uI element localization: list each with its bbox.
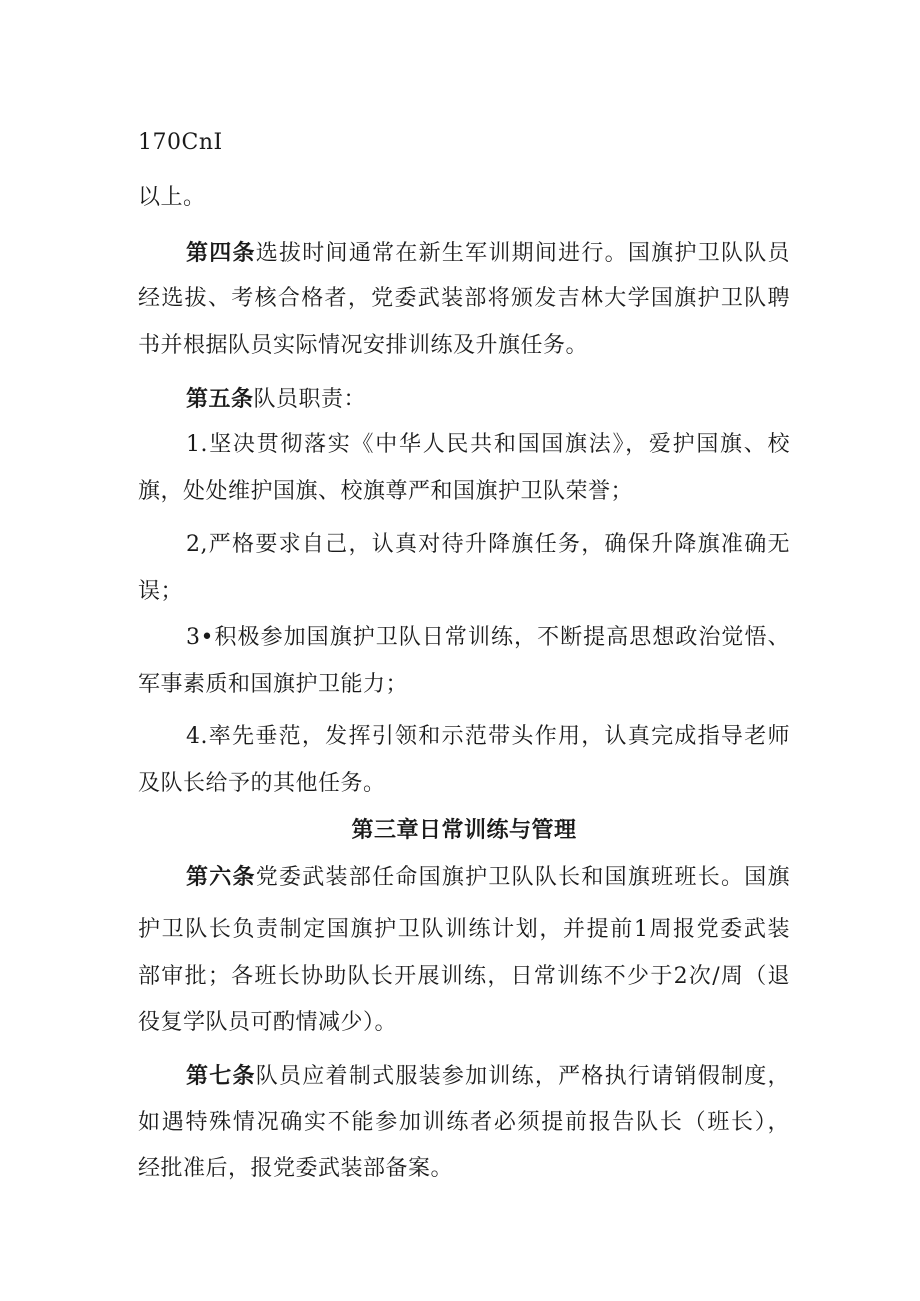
text-line — [138, 962, 790, 992]
article-4-text: 选拔时间通常在新生军训期间进行。国旗护卫队队员 — [255, 241, 790, 266]
article-6-label: 第六条 — [186, 864, 256, 890]
chapter-title: 第三章日常训练与管理 — [351, 817, 577, 843]
text-fragment: 如遇特殊情况确实不能参加训练者必须提前报告队长（班长）， — [138, 1110, 790, 1135]
duty-item-1-line — [186, 430, 790, 460]
text-fragment: 部审批；各班长协助队长开展训练，日常训练不少于2次/周（退 — [138, 964, 790, 989]
article-7-label: 第七条 — [186, 1063, 256, 1089]
text-line — [138, 1154, 790, 1184]
article-4-first-line — [186, 238, 790, 269]
article-6-first-line — [186, 862, 790, 893]
duty-item-3-line — [186, 623, 790, 653]
text-line — [138, 477, 790, 507]
text-fragment: 书并根据队员实际情况安排训练及升旗任务。 — [138, 333, 589, 358]
text-fragment: 4.率先垂范，发挥引领和示范带头作用，认真完成指导老师 — [186, 724, 790, 749]
text-line — [138, 331, 790, 361]
article-7-text: 队员应着制式服装参加训练，严格执行请销假制度， — [255, 1064, 790, 1089]
text-fragment: 旗，处处维护国旗、校旗尊严和国旗护卫队荣誉； — [138, 479, 634, 504]
article-5-text: 队员职责： — [253, 387, 367, 412]
text-line — [138, 769, 790, 799]
text-fragment: 役复学队员可酌情减少）。 — [138, 1010, 398, 1035]
text-line — [138, 670, 790, 700]
article-5-first-line — [186, 384, 790, 415]
chapter-heading — [138, 815, 790, 845]
text-line — [138, 577, 790, 607]
article-7-first-line — [186, 1061, 790, 1092]
text-line-height-requirement — [138, 128, 790, 158]
text-line — [138, 1108, 790, 1138]
text-fragment: 经选拔、考核合格者，党委武装部将颁发吉林大学国旗护卫队聘 — [138, 286, 790, 311]
text-line — [138, 183, 790, 213]
text-fragment: 误； — [138, 579, 184, 604]
text-line — [138, 284, 790, 314]
text-fragment: 护卫队长负责制定国旗护卫队训练计划，并提前1周报党委武装 — [138, 917, 790, 942]
text-line — [138, 915, 790, 945]
text-fragment: 经批准后，报党委武装部备案。 — [138, 1156, 454, 1181]
article-5-label: 第五条 — [186, 386, 254, 412]
text-fragment: 1.坚决贯彻落实《中华人民共和国国旗法》，爱护国旗、校 — [186, 432, 790, 457]
text-fragment: 军事素质和国旗护卫能力； — [138, 672, 409, 697]
text-line — [138, 1008, 790, 1038]
duty-item-2-line — [186, 530, 790, 560]
duty-item-4-line — [186, 722, 790, 752]
article-6-text: 党委武装部任命国旗护卫队队长和国旗班班长。国旗 — [255, 865, 790, 890]
article-4-label: 第四条 — [186, 240, 256, 266]
text-fragment: 以上。 — [138, 185, 206, 210]
text-fragment: 2,严格要求自己，认真对待升降旗任务，确保升降旗准确无 — [186, 532, 790, 557]
text-fragment: 及队长给予的其他任务。 — [138, 771, 386, 796]
text-fragment: 170CnI — [138, 130, 223, 155]
text-fragment: 3•积极参加国旗护卫队日常训练，不断提高思想政治觉悟、 — [186, 625, 790, 650]
